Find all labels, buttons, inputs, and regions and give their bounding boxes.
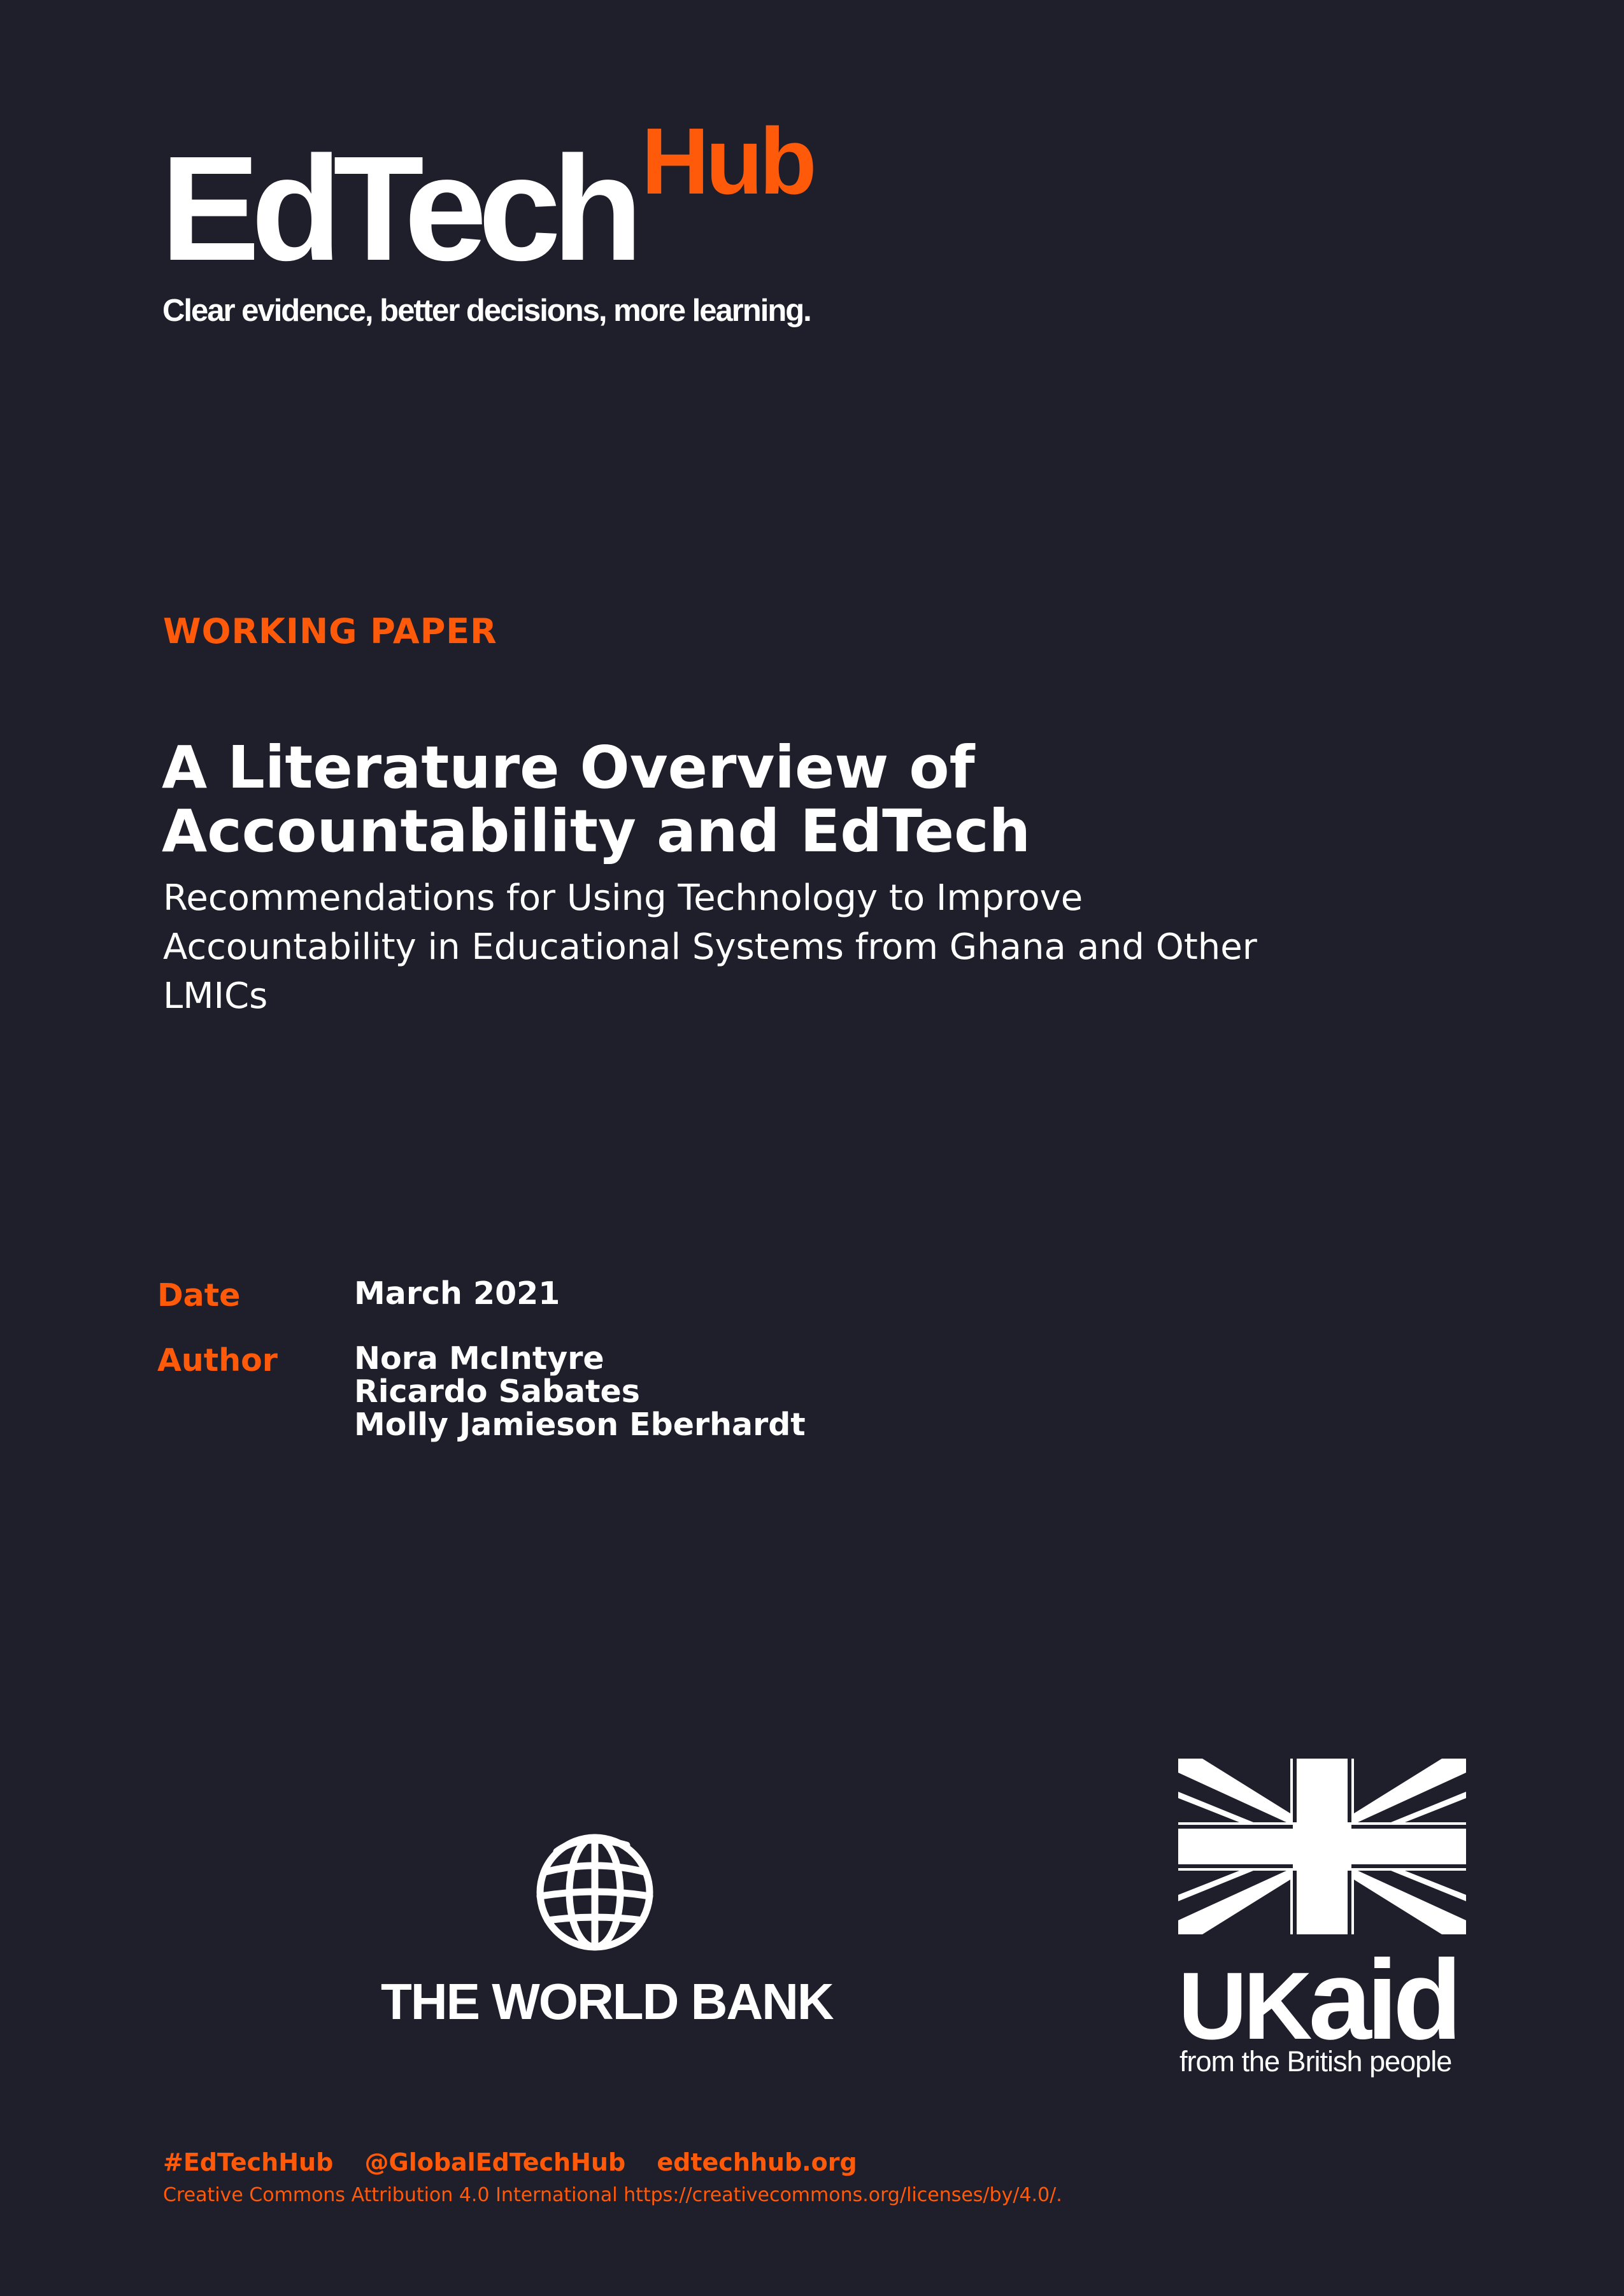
- logo-hub: Hub: [641, 109, 813, 214]
- author-label: Author: [157, 1342, 278, 1378]
- twitter-handle-link[interactable]: @GlobalEdTechHub: [364, 2148, 626, 2176]
- author-name: Nora McIntyre: [354, 1340, 604, 1377]
- date-value: March 2021: [354, 1275, 560, 1312]
- document-title: [162, 733, 1435, 865]
- date-label: Date: [157, 1277, 241, 1314]
- subtitle-line: Recommendations for Using Technology to Improve: [163, 877, 1083, 919]
- author-name: Ricardo Sabates: [354, 1373, 640, 1410]
- website-link[interactable]: edtechhub.org: [657, 2148, 857, 2176]
- license-text: Creative Commons Attribution 4.0 International https://creativecommons.org/licenses/by/4.0/.: [163, 2184, 1062, 2206]
- footer-links: [163, 2148, 880, 2176]
- author-list: [354, 1342, 806, 1442]
- title-line: A Literature Overview of: [162, 733, 975, 802]
- union-flag-icon: [1178, 1759, 1466, 1934]
- ukaid-uk: UK: [1178, 1952, 1309, 2059]
- ukaid-aid: aid: [1308, 1936, 1457, 2063]
- world-bank-logo: [381, 1826, 839, 2030]
- subtitle-line: Accountability in Educational Systems from Ghana and Other: [163, 926, 1257, 968]
- ukaid-tagline: from the British people: [1179, 2045, 1452, 2078]
- title-line: Accountability and EdTech: [162, 797, 1031, 865]
- edtechhub-logo: [160, 108, 861, 337]
- document-subtitle: [163, 874, 1437, 1021]
- author-name: Molly Jamieson Eberhardt: [354, 1407, 806, 1443]
- world-bank-wordmark: THE WORLD BANK: [381, 1973, 833, 2030]
- logo-wordmark: EdTech: [160, 125, 634, 292]
- ukaid-logo: [1178, 1759, 1471, 2077]
- document-type: WORKING PAPER: [163, 611, 497, 651]
- logo-tagline: Clear evidence, better decisions, more learning.: [162, 294, 811, 328]
- globe-icon: [531, 1826, 659, 1953]
- hashtag-link[interactable]: #EdTechHub: [163, 2148, 334, 2176]
- subtitle-line: LMICs: [163, 975, 268, 1017]
